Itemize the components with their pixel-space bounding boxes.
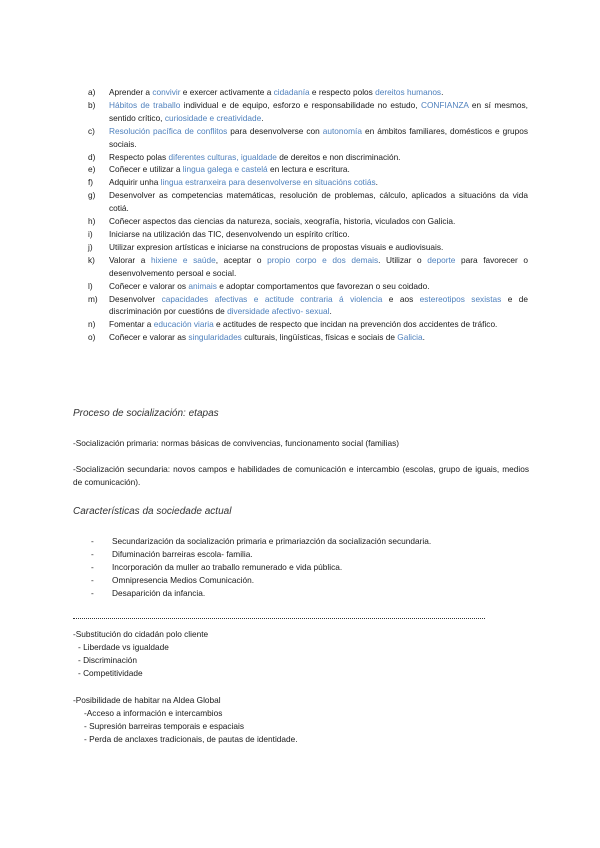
objective-text: Iniciarse na utilización das TIC, desenvolvendo un espírito crítico. xyxy=(109,228,350,239)
list-marker: i) xyxy=(88,228,93,239)
objective-text: Desenvolver xyxy=(109,293,162,304)
objectives-list xyxy=(88,86,528,344)
objective-item xyxy=(88,241,528,254)
objective-text: . xyxy=(422,332,425,343)
substitution-item: - Liberdade vs igualdade xyxy=(78,642,169,652)
socialization-heading: Proceso de socialización: etapas xyxy=(73,408,219,419)
objective-text: para favorecer o desenvolvemento persoal e social. xyxy=(109,254,529,278)
dash-marker: - xyxy=(91,561,94,572)
highlighted-term: diversidade afectivo- sexual xyxy=(227,306,330,317)
global-village-item: -Acceso a información e intercambios xyxy=(84,708,223,718)
objective-item xyxy=(88,228,528,241)
highlighted-term: singularidades xyxy=(188,332,242,343)
highlighted-term: estereotipos sexistas xyxy=(419,293,502,304)
list-marker: g) xyxy=(88,190,96,201)
objective-text: Coñecer e valorar as xyxy=(109,332,189,343)
society-item xyxy=(91,587,431,600)
objective-text: en sí mesmos, sentido crítico, xyxy=(109,99,528,123)
objective-text: Adquirir unha xyxy=(109,177,161,188)
objective-text: e exercer activamente a xyxy=(180,87,274,97)
list-marker: m) xyxy=(88,293,98,304)
global-village-item: - Supresión barreiras temporais e espaciais xyxy=(84,721,245,731)
objective-text: e adoptar comportamentos que favorezan o seu coidado. xyxy=(216,280,430,291)
highlighted-term: Galicia xyxy=(397,332,423,343)
objective-item xyxy=(88,331,528,344)
objective-item xyxy=(88,318,528,331)
dash-marker: - xyxy=(91,548,94,559)
objective-text: culturais, lingüísticas, físicas e sociais de xyxy=(241,332,398,343)
list-marker: l) xyxy=(88,280,93,291)
objective-item xyxy=(88,215,528,228)
dash-marker: - xyxy=(91,587,94,598)
objective-text: , aceptar o xyxy=(215,254,268,265)
objective-text: e respecto polos xyxy=(309,87,376,97)
highlighted-term: lingua galega e castelá xyxy=(182,164,268,175)
list-marker: f) xyxy=(88,177,94,188)
dotted-divider xyxy=(73,618,485,619)
society-item-text: Secundarización da socialización primaria e primariazción da socialización secundaria. xyxy=(112,536,432,546)
highlighted-term: Resolución pacífica de conflitos xyxy=(109,125,228,136)
list-marker: c) xyxy=(88,125,95,136)
list-marker: e) xyxy=(88,164,96,175)
objective-text: Coñecer e utilizar a xyxy=(109,164,183,175)
objective-item xyxy=(88,189,528,215)
objective-text: e actitudes de respecto que incidan na prevención dos accidentes de tráfico. xyxy=(213,319,498,330)
objective-text: Valorar a xyxy=(109,254,151,265)
objective-text: Utilizar expresion artísticas e iniciarse na construcions de propostas visuais e audiovisuais. xyxy=(109,241,444,252)
substitution-item: - Competitividade xyxy=(78,668,143,678)
highlighted-term: cidadanía xyxy=(273,87,310,97)
highlighted-term: deporte xyxy=(427,254,456,265)
substitution-item: - Discriminación xyxy=(78,655,138,665)
highlighted-term: educación viaria xyxy=(153,319,214,330)
objective-item xyxy=(88,151,528,164)
list-marker: d) xyxy=(88,151,96,162)
highlighted-term: CONFIANZA xyxy=(420,99,469,110)
objective-item xyxy=(88,254,528,280)
objective-item xyxy=(88,280,528,293)
objective-text: Coñecer e valorar os xyxy=(109,280,189,291)
list-marker: a) xyxy=(88,87,96,97)
highlighted-term: curiosidade e creatividade xyxy=(164,112,262,123)
society-item xyxy=(91,535,431,548)
society-heading: Características da sociedade actual xyxy=(73,506,232,517)
objective-text: individual e de equipo, esforzo e responsabilidade no estudo, xyxy=(180,99,421,110)
objective-text: en ámbitos familiares, domésticos e grupos sociais. xyxy=(109,125,528,149)
objective-item xyxy=(88,125,528,151)
society-item-text: Incorporación da muller ao traballo remunerado e vida pública. xyxy=(112,561,343,572)
global-village-title: -Posibilidade de habitar na Aldea Global xyxy=(73,695,221,705)
list-marker: h) xyxy=(88,216,96,227)
list-marker: o) xyxy=(88,332,96,343)
list-marker: k) xyxy=(88,254,95,265)
society-item xyxy=(91,561,431,574)
list-marker: b) xyxy=(88,99,96,110)
highlighted-term: hixiene e saúde xyxy=(150,254,216,265)
society-list xyxy=(91,535,431,600)
highlighted-term: Hábitos de traballo xyxy=(109,99,181,110)
objective-item xyxy=(88,86,528,99)
society-item xyxy=(91,574,431,587)
society-item xyxy=(91,548,431,561)
highlighted-term: capacidades afectivas e actitude contraria á violencia xyxy=(161,293,383,304)
highlighted-term: propio corpo e dos demais xyxy=(267,254,379,265)
objective-text: . Utilizar o xyxy=(378,254,428,265)
society-item-text: Desaparición da infancia. xyxy=(112,587,206,598)
objective-text: Coñecer aspectos das ciencias da natureza, sociais, xeografía, historia, viculados con Galicia. xyxy=(109,216,456,227)
objective-item xyxy=(88,176,528,189)
dash-marker: - xyxy=(91,574,94,585)
dash-marker: - xyxy=(91,536,94,546)
highlighted-term: animais xyxy=(188,280,217,291)
objective-text: . xyxy=(329,306,332,317)
society-item-text: Omnipresencia Medios Comunicación. xyxy=(112,574,255,585)
highlighted-term: lingua estranxeira para desenvolverse en situacións cotiás xyxy=(160,177,376,188)
objective-item xyxy=(88,293,528,319)
objective-item xyxy=(88,163,528,176)
highlighted-term: convivir xyxy=(152,87,181,97)
objective-text: Aprender a xyxy=(109,87,153,97)
substitution-title: -Substitución do cidadán polo cliente xyxy=(73,629,209,639)
highlighted-term: autonomía xyxy=(322,125,362,136)
objective-text: en lectura e escritura. xyxy=(267,164,350,175)
society-item-text: Difuminación barreiras escola- familia. xyxy=(112,548,253,559)
objective-text: . xyxy=(441,87,444,97)
list-marker: n) xyxy=(88,319,96,330)
primary-socialization: -Socialización primaria: normas básicas de convivencias, funcionamento social (familias) xyxy=(73,438,400,448)
objective-item xyxy=(88,99,528,125)
objective-text: de dereitos e non discriminación. xyxy=(276,151,401,162)
objective-text: . xyxy=(375,177,378,188)
highlighted-term: diferentes culturas, igualdade xyxy=(168,151,277,162)
objective-text: . xyxy=(261,112,264,123)
objective-text: Respecto polas xyxy=(109,151,169,162)
global-village-item: - Perda de anclaxes tradicionais, de pautas de identidade. xyxy=(84,734,298,744)
objective-text: para desenvolverse con xyxy=(227,125,323,136)
objective-text: Desenvolver as competencias matemáticas, resolución de problemas, cálculo, aplicados a situacións da vida cotiá. xyxy=(109,190,528,214)
secondary-socialization: -Socialización secundaria: novos campos e habilidades de comunicación e intercambio (escolas, grupo de iguais, medios de comunicación). xyxy=(73,464,529,487)
highlighted-term: dereitos humanos xyxy=(375,87,442,97)
objective-text: Fomentar a xyxy=(109,319,154,330)
objective-text: e aos xyxy=(382,293,420,304)
list-marker: j) xyxy=(88,241,93,252)
objective-text: e de discriminación por cuestións de xyxy=(109,293,528,317)
